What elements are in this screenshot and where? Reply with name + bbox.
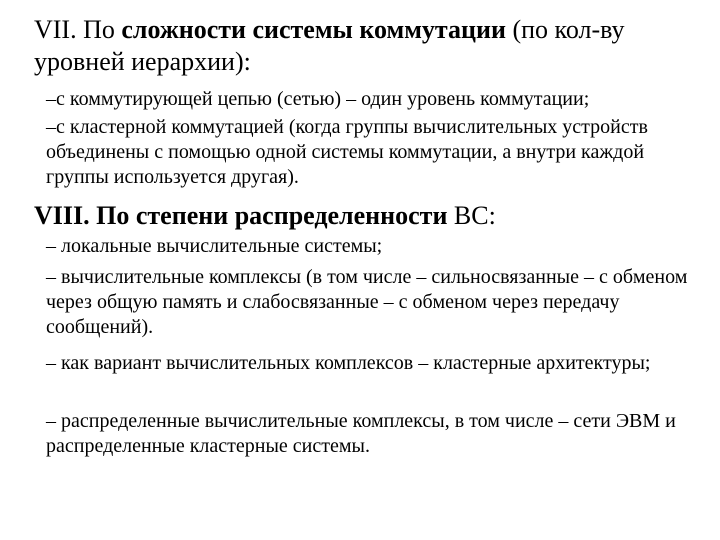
section-8-rest: ВС: [447,201,496,230]
section-7-lead: . По [70,15,122,44]
section-7-numeral: VII [34,15,71,44]
list-item: –с кластерной коммутацией (когда группы вычислительных устройств объединены с помощью одной системы коммутации, а внутри каждой группы используется другая). [46,116,648,188]
list-item: – распределенные вычислительные комплексы, в том числе – сети ЭВМ и распределенные кластерные системы. [46,410,676,457]
section-8-lead: . По [83,201,136,230]
list-item: –с коммутирующей цепью (сетью) – один уровень коммутации; [46,88,590,110]
section-7-criterion: сложности системы коммутации [121,15,506,44]
section-7-rest: (по кол-ву уровней иерархии): [34,15,625,76]
section-8-criterion: степени распределенности [135,201,448,230]
section-8-heading [34,200,704,232]
list-item: – вычислительные комплексы (в том числе – сильносвязанные – с обменом через общую память и слабосвязанные – с обменом через передачу сообщений). [46,266,688,338]
list-item: – как вариант вычислительных комплексов – кластерные архитектуры; [46,352,651,374]
section-8-numeral: VIII [34,201,84,230]
section-7-heading [34,14,704,78]
list-item: – локальные вычислительные системы; [46,235,383,257]
